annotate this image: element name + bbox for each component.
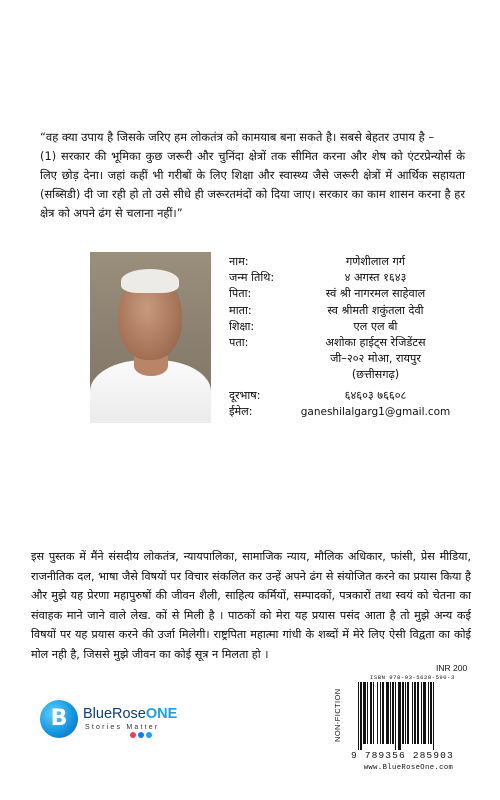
info-label: जन्म तिथि:: [229, 271, 275, 285]
publisher-logo: [40, 698, 190, 742]
publisher-website: www.BlueRoseOne.com: [363, 764, 454, 772]
quote-paragraph: (1) सरकार की भूमिका कुछ जरूरी और चुनिंदा क्षेत्रों तक सीमित करना और शेष को एंटरप्रेन्योर्स के लिए छोड़ देना। जहां कहीं भी गरीबों के लिए शिक्षा और स्वास्थ्य जैसे जरूरी क्षेत्रों में आर्थिक सहायता (सब्सिडी) दी जा रही हो तो उसे सीधे ही जरूरतमंदों को दिया जाए। सरकार का काम शासन करना है हर क्षेत्र को अपने ढंग से चलाना नहीं।”: [40, 149, 465, 220]
isbn-text: ISBN 978-93-5628-590-3: [370, 674, 455, 681]
barcode-bar: [386, 682, 389, 744]
barcode-bar: [395, 682, 396, 750]
publisher-logo-icon: B: [40, 700, 78, 738]
info-value: ६४६०३ ७६६०८: [344, 388, 407, 402]
info-value: अशोका हाईट्स रेजिडेंटस: [325, 336, 426, 350]
author-email: ganeshilalgarg1@gmail.com: [300, 405, 451, 418]
info-row-mother: [229, 303, 469, 319]
barcode-bar: [433, 682, 434, 750]
barcode-bar: [373, 682, 374, 744]
info-row-education: [229, 319, 469, 335]
barcode-bar: [367, 682, 368, 744]
info-label: पता:: [229, 336, 249, 350]
isbn-digits: 9 789356 285903: [351, 750, 454, 761]
info-row-phone: [229, 388, 469, 404]
barcode-bar: [414, 682, 416, 744]
info-value: गणेशीलाल गर्ग: [345, 255, 406, 268]
info-value: ४ अगस्त १६४३: [344, 271, 407, 285]
barcode-bar: [402, 682, 404, 744]
info-label: माता:: [229, 303, 252, 317]
author-info: [229, 254, 469, 420]
barcode-bar: [380, 682, 381, 744]
publisher-name: [83, 706, 177, 722]
info-label: पिता:: [229, 287, 252, 301]
barcode-bar: [428, 682, 429, 744]
info-value: एल एल बी: [353, 319, 398, 333]
quote-intro: “वह क्या उपाय है जिसके जरिए हम लोकतंत्र को कामयाब बना सकते है। सबसे बेहतर उपाय है –: [40, 130, 435, 144]
info-label: नाम:: [229, 255, 249, 268]
info-row-address: [229, 335, 469, 351]
publisher-tagline: Stories Matter: [85, 724, 160, 731]
info-label: ईमेल:: [229, 404, 253, 418]
barcode-bar: [417, 682, 419, 744]
info-row-address-line2: [229, 351, 469, 367]
barcode-bar: [360, 682, 362, 750]
barcode-bar: [370, 682, 372, 744]
barcode-bar: [392, 682, 394, 744]
info-label: दूरभाष:: [229, 388, 261, 402]
description-paragraph: इस पुस्तक में मैंने संसदीय लोकतंत्र, न्यायपालिका, सामाजिक न्याय, मौलिक अधिकार, फांसी, प्रेस मीडिया, राजनीतिक दल, भाषा जैसे विषयों पर विचार संकलित कर उन्हें अपने ढंग से संयोजित करने का प्रयास किया है और मुझे यह प्रेरणा महापुरुषों की जीवन शैली, साहित्य कर्मियों, सम्पादकों, पत्रकारों तथा स्वयं को चेतना का संवाहक माने जाने वाले लेख. कों से मिली है । पाठकों को मेरा यह प्रयास पसंद आता है तो मुझे अन्य कई विषयों पर यह प्रयास करने की उर्जा मिलेगी। राष्ट्रपिता महात्मा गांधी के शब्दों में मेरे लिए ऐसी विद्वता का कोई मोल नही है, जिससे मुझे जीवन का कोई सूत्र न मिलता हो ।: [31, 550, 471, 661]
price-label: INR 200: [436, 663, 468, 673]
info-label: शिक्षा:: [229, 319, 255, 333]
social-icons: [130, 732, 152, 738]
info-row-address-line3: [229, 367, 469, 383]
category-label: NON-FICTION: [333, 688, 342, 742]
author-photo: [90, 252, 211, 423]
info-value: (छत्तीसगढ़): [351, 368, 400, 382]
barcode-bar: [423, 682, 426, 744]
barcode-bar: [363, 682, 366, 744]
barcode-bar: [407, 682, 409, 744]
info-row-father: [229, 286, 469, 302]
instagram-icon: [130, 732, 136, 738]
book-description: [31, 547, 471, 665]
publisher-name-part1: BlueRose: [83, 706, 146, 722]
info-value: स्व श्रीमती शकुंतला देवी: [327, 303, 424, 317]
barcode-bar: [358, 682, 359, 750]
info-row-email: [229, 404, 469, 420]
facebook-icon: [138, 732, 144, 738]
barcode-bar: [390, 682, 391, 744]
barcode-bars: [352, 682, 465, 750]
info-row-name: [229, 254, 469, 270]
info-value: जी–२०२ मोआ, रायपुर: [330, 352, 421, 366]
info-row-dob: [229, 270, 469, 286]
barcode-bar: [421, 682, 422, 744]
barcode-bar: [405, 682, 406, 744]
barcode-bar: [430, 682, 432, 744]
isbn-barcode: [352, 672, 465, 779]
barcode-bar: [412, 682, 413, 744]
info-value: स्वं श्री नागरमल साहेवाल: [325, 287, 426, 301]
twitter-icon: [146, 732, 152, 738]
barcode-bar: [377, 682, 378, 744]
back-cover-quote: [40, 128, 465, 223]
author-photo-hair: [121, 269, 179, 293]
barcode-bar: [398, 682, 401, 750]
publisher-name-part2: ONE: [145, 706, 178, 722]
barcode-bar: [382, 682, 384, 744]
